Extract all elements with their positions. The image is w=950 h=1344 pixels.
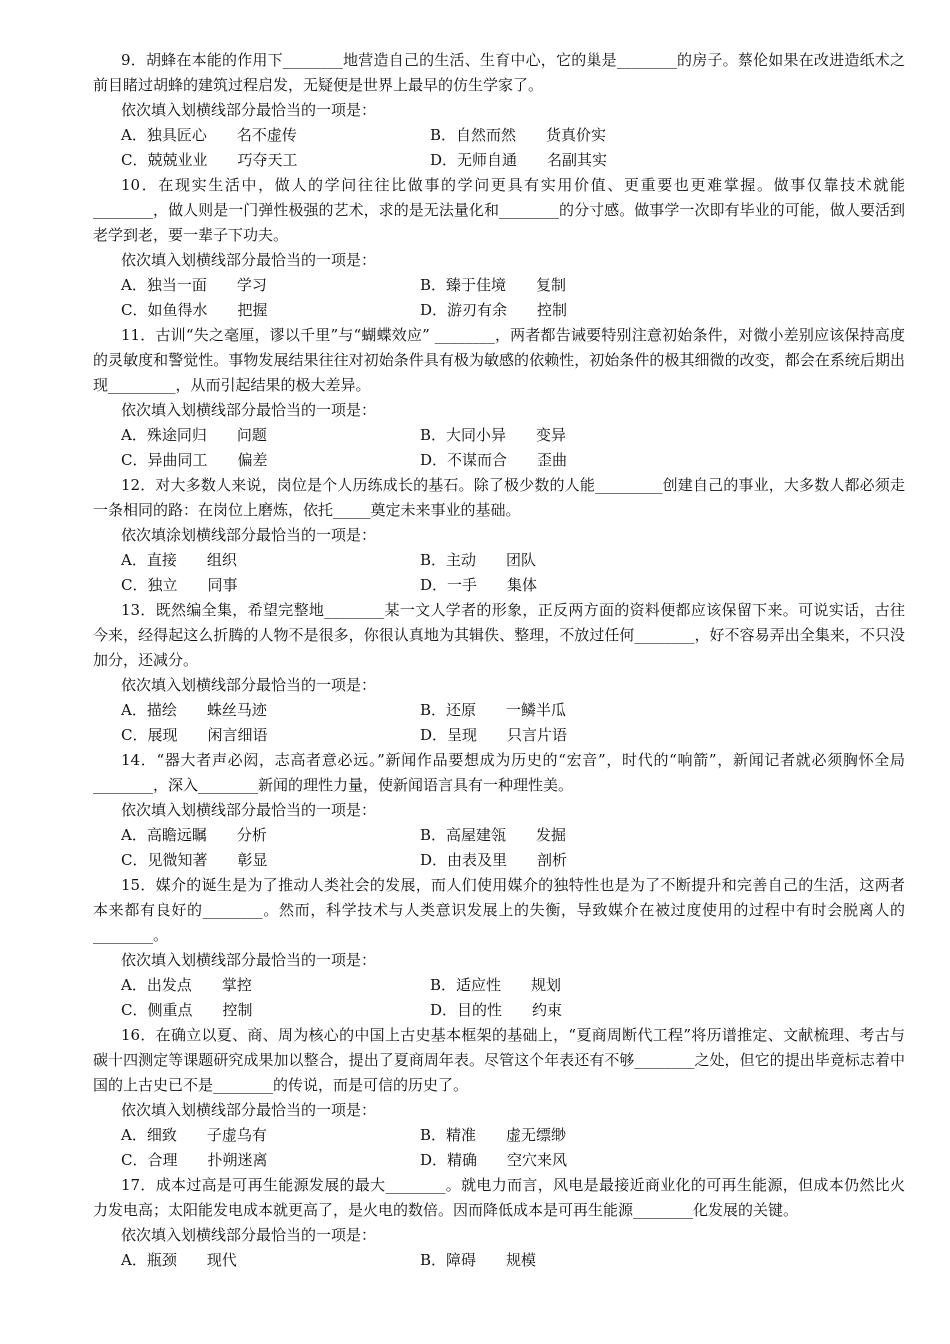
question-prompt: 依次填入划横线部分最恰当的一项是： <box>121 676 377 694</box>
options-row <box>93 298 905 323</box>
option-a: A．独具匠心 名不虚传 <box>121 126 297 144</box>
question-17 <box>93 1173 905 1273</box>
option-b: B．大同小异 变异 <box>420 426 567 444</box>
question-stem: 10．在现实生活中，做人的学问往往比做事的学问更具有实用价值、更重要也更难掌握。做事仅靠技术就能________，做人则是一门弹性极强的艺术，求的是无法量化和________的分寸感。做事学一次即有毕业的可能，做人要活到老学到老，要一辈子下功夫。 <box>93 176 905 244</box>
options-row <box>93 1248 905 1273</box>
options-row <box>93 1148 905 1173</box>
question-stem: 12．对大多数人来说，岗位是个人历练成长的基石。除了极少数的人能_________创建自己的事业，大多数人都必须走一条相同的路：在岗位上磨炼，依托_____奠定未来事业的基础。 <box>93 476 905 519</box>
option-c: C．展现 闲言细语 <box>121 726 268 744</box>
option-c: C．兢兢业业 巧夺天工 <box>121 151 298 169</box>
question-11 <box>93 323 905 473</box>
question-12 <box>93 473 905 598</box>
option-c: C．异曲同工 偏差 <box>121 451 268 469</box>
options-row <box>93 423 905 448</box>
option-d: D．精确 空穴来风 <box>420 1151 568 1169</box>
option-b: B．精准 虚无缥缈 <box>420 1126 567 1144</box>
question-stem: 16．在确立以夏、商、周为核心的中国上古史基本框架的基础上，“夏商周断代工程”将历谱推定、文献梳理、考古与碳十四测定等课题研究成果加以整合，提出了夏商周年表。尽管这个年表还有不够________之处，但它的提出毕竟标志着中国的上古史已不是________的传说，而是可信的历史了。 <box>93 1026 905 1094</box>
option-b: B．自然而然 货真价实 <box>430 126 607 144</box>
option-a: A．独当一面 学习 <box>121 276 267 294</box>
option-d: D．由表及里 剖析 <box>420 851 568 869</box>
question-stem: 11．古训“失之毫厘，谬以千里”与“蝴蝶效应” ________，两者都告诫要特别注意初始条件，对微小差别应该保持高度的灵敏度和警觉性。事物发展结果往往对初始条件具有极为敏感的依赖性，初始条件的极其细微的改变，都会在系统后期出现_________，从而引起结果的极大差异。 <box>93 326 905 394</box>
option-a: A．瓶颈 现代 <box>121 1251 237 1269</box>
question-9 <box>93 48 905 173</box>
question-prompt: 依次填入划横线部分最恰当的一项是： <box>121 251 377 269</box>
question-14 <box>93 748 905 873</box>
option-c: C．见微知著 彰显 <box>121 851 268 869</box>
question-prompt: 依次填涂划横线部分最恰当的一项是： <box>121 526 377 544</box>
option-a: A．描绘 蛛丝马迹 <box>121 701 267 719</box>
question-stem: 17．成本过高是可再生能源发展的最大________。就电力而言，风电是最接近商业化的可再生能源，但成本仍然比火力发电高；太阳能发电成本就更高了，是火电的数倍。因而降低成本是可再生能源________化发展的关键。 <box>93 1176 905 1219</box>
question-prompt: 依次填入划横线部分最恰当的一项是： <box>121 101 377 119</box>
options-row <box>93 823 905 848</box>
options-row <box>93 548 905 573</box>
question-stem: 15．媒介的诞生是为了推动人类社会的发展，而人们使用媒介的独特性也是为了不断提升和完善自己的生活，这两者本来都有良好的________。然而，科学技术与人类意识发展上的失衡，导致媒介在被过度使用的过程中有时会脱离人的________。 <box>93 876 905 944</box>
question-13 <box>93 598 905 748</box>
options-row <box>93 148 905 173</box>
question-prompt: 依次填入划横线部分最恰当的一项是： <box>121 801 377 819</box>
option-c: C．如鱼得水 把握 <box>121 301 268 319</box>
option-d: D．游刃有余 控制 <box>420 301 568 319</box>
option-d: D．无师自通 名副其实 <box>430 151 608 169</box>
question-10 <box>93 173 905 323</box>
option-a: A．出发点 掌控 <box>121 976 252 994</box>
option-b: B．主动 团队 <box>420 551 537 569</box>
question-16 <box>93 1023 905 1173</box>
option-c: C．独立 同事 <box>121 576 238 594</box>
option-d: D．一手 集体 <box>420 576 538 594</box>
options-row <box>93 448 905 473</box>
question-prompt: 依次填入划横线部分最恰当的一项是： <box>121 951 377 969</box>
option-b: B．高屋建瓴 发掘 <box>420 826 567 844</box>
option-b: B．还原 一鳞半瓜 <box>420 701 567 719</box>
option-c: C．合理 扑朔迷离 <box>121 1151 268 1169</box>
option-a: A．细致 子虚乌有 <box>121 1126 267 1144</box>
option-a: A．直接 组织 <box>121 551 237 569</box>
option-a: A．殊途同归 问题 <box>121 426 267 444</box>
options-row <box>93 998 905 1023</box>
option-c: C．侧重点 控制 <box>121 1001 253 1019</box>
option-d: D．不谋而合 歪曲 <box>420 451 568 469</box>
options-row <box>93 973 905 998</box>
question-prompt: 依次填入划横线部分最恰当的一项是： <box>121 1226 377 1244</box>
option-b: B．臻于佳境 复制 <box>420 276 567 294</box>
question-prompt: 依次填入划横线部分最恰当的一项是： <box>121 401 377 419</box>
options-row <box>93 573 905 598</box>
question-prompt: 依次填入划横线部分最恰当的一项是： <box>121 1101 377 1119</box>
question-stem: 13．既然编全集，希望完整地________某一文人学者的形象，正反两方面的资料便都应该保留下来。可说实话，古往今来，经得起这么折腾的人物不是很多，你很认真地为其辑佚、整理，不放过任何________，好不容易弄出全集来，不只没加分，还减分。 <box>93 601 905 669</box>
options-row <box>93 123 905 148</box>
options-row <box>93 273 905 298</box>
question-15 <box>93 873 905 1023</box>
options-row <box>93 698 905 723</box>
options-row <box>93 1123 905 1148</box>
question-page <box>93 48 905 1273</box>
option-b: B．适应性 规划 <box>430 976 562 994</box>
option-d: D．目的性 约束 <box>430 1001 563 1019</box>
option-d: D．呈现 只言片语 <box>420 726 568 744</box>
options-row <box>93 848 905 873</box>
question-stem: 9．胡蜂在本能的作用下________地营造自己的生活、生育中心，它的巢是________的房子。蔡伦如果在改进造纸术之前目睹过胡蜂的建筑过程启发，无疑便是世界上最早的仿生学家了。 <box>93 51 905 94</box>
options-row <box>93 723 905 748</box>
option-a: A．高瞻远瞩 分析 <box>121 826 267 844</box>
option-b: B．障碍 规模 <box>420 1251 537 1269</box>
question-stem: 14．“器大者声必闳，志高者意必远。”新闻作品要想成为历史的“宏音”，时代的“响箭”，新闻记者就必须胸怀全局________，深入________新闻的理性力量，使新闻语言具有一种理性美。 <box>93 751 905 794</box>
